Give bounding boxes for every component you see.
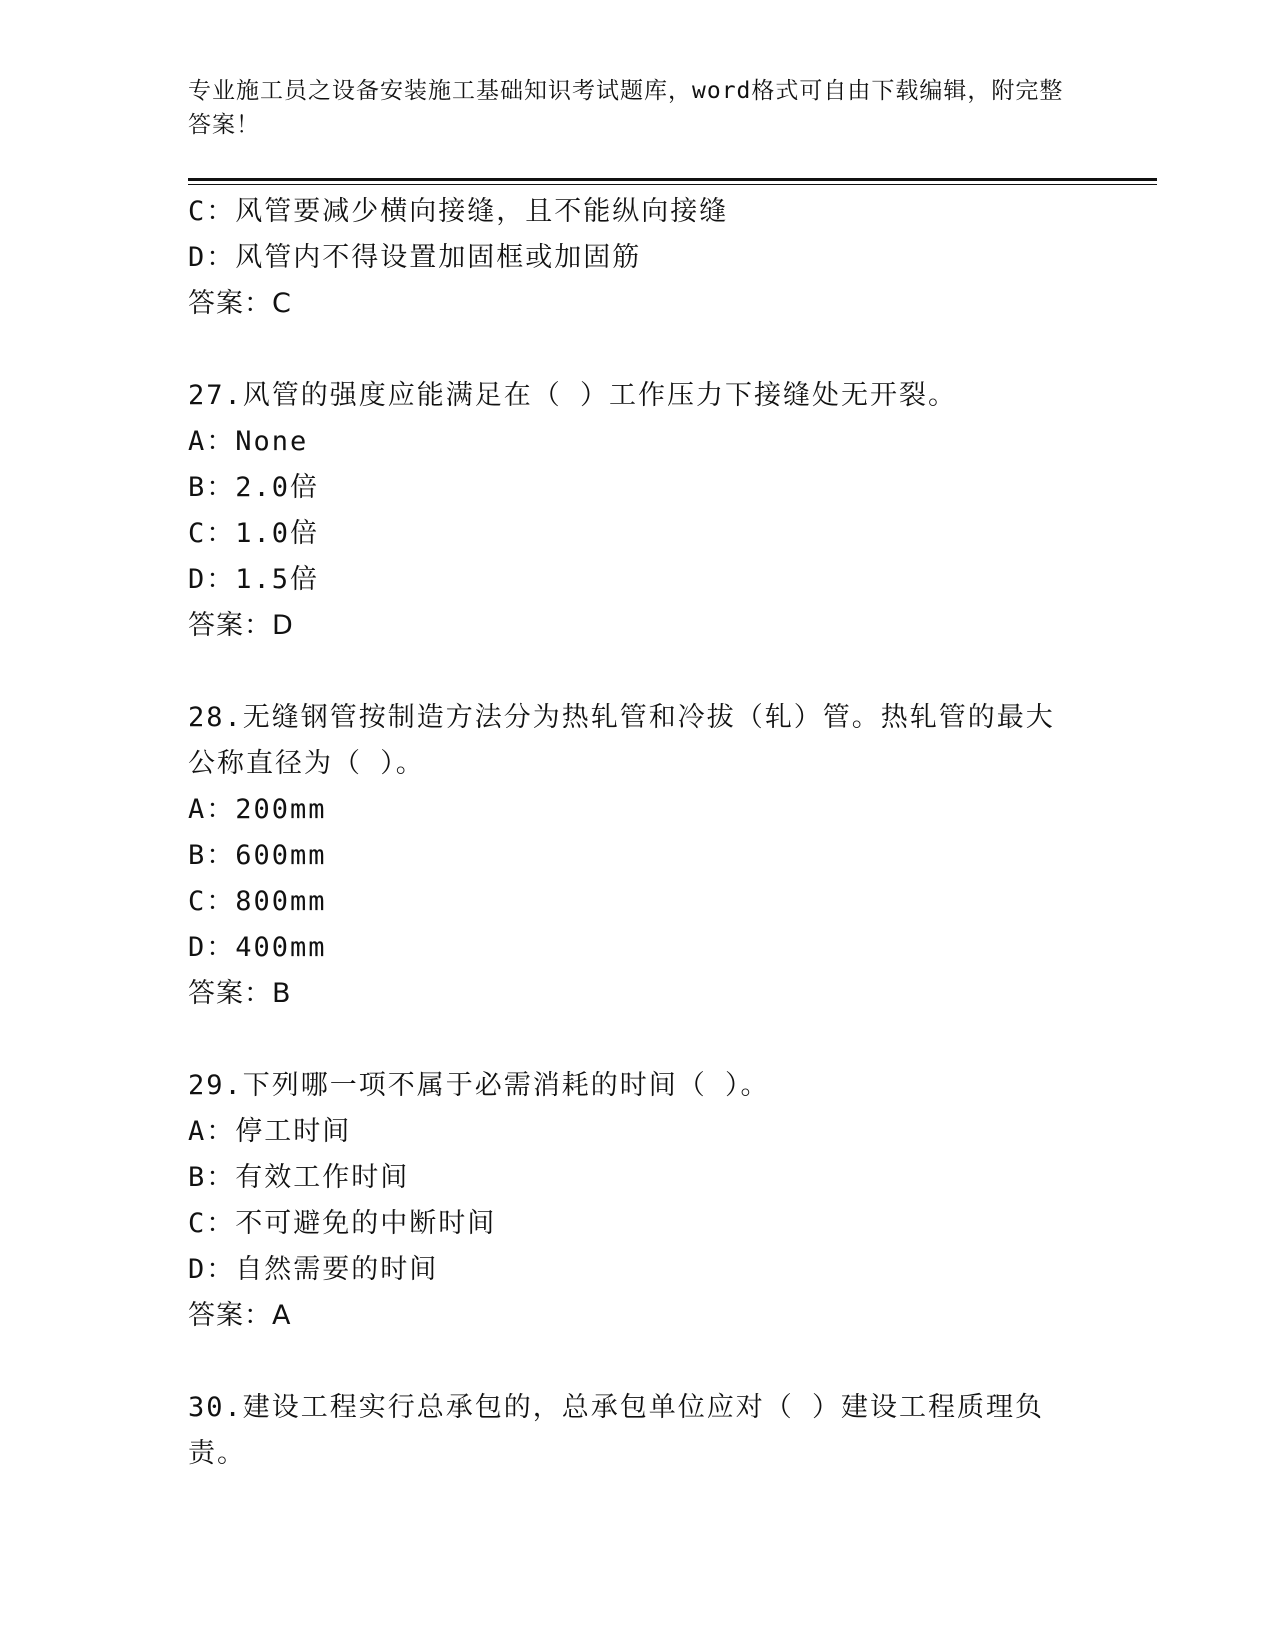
- question-stem: 30.建设工程实行总承包的，总承包单位应对（ ）建设工程质理负责。: [188, 1392, 1045, 1469]
- option-c: C：风管要减少横向接缝，且不能纵向接缝: [188, 196, 729, 227]
- spacer: [188, 327, 1088, 373]
- option-d: D：1.5倍: [188, 564, 320, 595]
- option-b: B：2.0倍: [188, 472, 320, 503]
- header-divider-thin: [188, 184, 1157, 185]
- option-c: C：800mm: [188, 886, 327, 917]
- document-header: 专业施工员之设备安装施工基础知识考试题库，word格式可自由下载编辑，附完整答案！: [188, 78, 1064, 138]
- answer: 答案：A: [188, 1300, 292, 1331]
- option-a: A：200mm: [188, 794, 327, 825]
- option-a: A：None: [188, 426, 309, 457]
- spacer: [188, 1017, 1088, 1063]
- question-stem: 27.风管的强度应能满足在（ ）工作压力下接缝处无开裂。: [188, 380, 958, 411]
- option-c: C：不可避免的中断时间: [188, 1208, 497, 1239]
- spacer: [188, 1339, 1088, 1385]
- option-c: C：1.0倍: [188, 518, 320, 549]
- option-d: D：自然需要的时间: [188, 1254, 439, 1285]
- answer: 答案：D: [188, 610, 294, 641]
- spacer: [188, 649, 1088, 695]
- option-a: A：停工时间: [188, 1116, 352, 1147]
- option-b: B：有效工作时间: [188, 1162, 410, 1193]
- header-divider: [188, 178, 1157, 181]
- question-list: [188, 189, 1088, 1477]
- question-stem: 29.下列哪一项不属于必需消耗的时间（ ）。: [188, 1070, 770, 1101]
- answer: 答案：C: [188, 288, 292, 319]
- question-stem: 28.无缝钢管按制造方法分为热轧管和冷拔（轧）管。热轧管的最大公称直径为（ ）。: [188, 702, 1055, 779]
- option-d: D：400mm: [188, 932, 327, 963]
- option-d: D：风管内不得设置加固框或加固筋: [188, 242, 642, 273]
- answer: 答案：B: [188, 978, 292, 1009]
- option-b: B：600mm: [188, 840, 327, 871]
